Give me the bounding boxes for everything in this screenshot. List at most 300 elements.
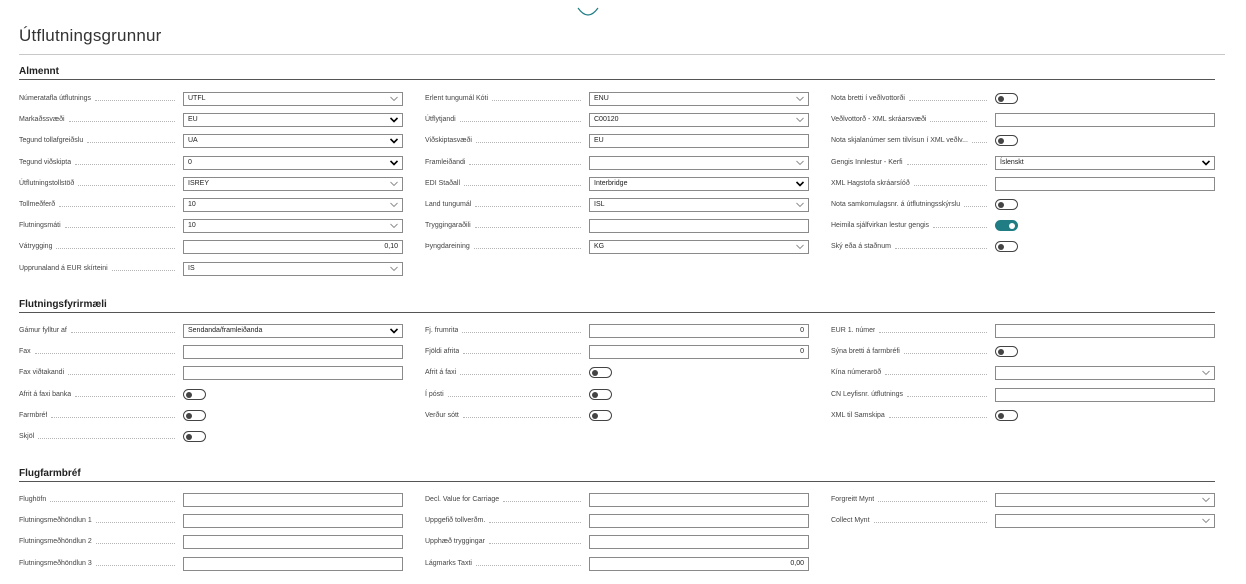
field-row-utflutningstollstod xyxy=(19,177,409,191)
dotted-leader xyxy=(460,121,581,122)
field-label: Fax viðtakandi xyxy=(19,369,65,376)
toggle-switch[interactable] xyxy=(183,431,206,442)
field-control xyxy=(183,388,206,402)
field-control xyxy=(589,134,809,148)
toggle-knob xyxy=(186,392,192,398)
field-row-cn-leyfisnr-utflutnings xyxy=(831,388,1221,402)
chevron-down-icon xyxy=(390,117,398,123)
field-control xyxy=(183,156,403,170)
dotted-leader xyxy=(489,522,581,523)
field-label: Farmbréf xyxy=(19,412,48,419)
field-control xyxy=(183,198,403,212)
dotted-leader xyxy=(462,332,581,333)
field-row-tegund-vidskipta xyxy=(19,156,409,170)
dotted-leader xyxy=(71,332,175,333)
dotted-leader xyxy=(914,185,987,186)
field-label: XML til Samskipa xyxy=(831,412,885,419)
field-row-vedlvottord-xml-skraarsvaedi xyxy=(831,113,1221,127)
field-control xyxy=(183,219,403,233)
dotted-leader xyxy=(475,227,581,228)
toggle-switch[interactable] xyxy=(589,367,612,378)
field-label: Lágmarks Taxti xyxy=(425,560,472,567)
lookup-dropdown[interactable] xyxy=(589,240,809,254)
dotted-leader xyxy=(933,227,987,228)
field-row-fax-vidtakandi xyxy=(19,366,409,380)
field-label: Erlent tungumál Kóti xyxy=(425,95,489,102)
toggle-knob xyxy=(592,413,598,419)
chevron-down-icon xyxy=(796,96,804,102)
field-label: Heimila sjálfvirkan lestur gengis xyxy=(831,222,930,229)
title-divider xyxy=(19,54,1225,55)
field-row-syna-bretti-a-farmbrefi xyxy=(831,345,1221,359)
toggle-knob xyxy=(998,244,1004,250)
field-control xyxy=(183,345,403,359)
field-row-numeratafla-utflutnings xyxy=(19,92,409,106)
toggle-knob xyxy=(998,96,1004,102)
dotted-leader xyxy=(909,100,987,101)
field-label: Collect Mynt xyxy=(831,517,870,524)
field-row-upprunaland-a-eur-skirteini xyxy=(19,262,409,276)
text-input[interactable] xyxy=(589,219,809,233)
select-field[interactable] xyxy=(589,177,809,191)
chevron-down-icon xyxy=(390,223,398,229)
dotted-leader xyxy=(448,396,581,397)
dotted-leader xyxy=(907,164,987,165)
field-label: Land tungumál xyxy=(425,201,472,208)
field-row-vatrygging xyxy=(19,240,409,254)
chevron-down-icon xyxy=(796,244,804,250)
field-control xyxy=(995,177,1215,191)
field-control xyxy=(995,514,1215,528)
text-input[interactable] xyxy=(183,366,403,380)
dotted-leader xyxy=(75,396,175,397)
field-control xyxy=(995,409,1018,423)
dotted-leader xyxy=(464,185,581,186)
lookup-dropdown[interactable] xyxy=(995,493,1215,507)
field-control xyxy=(589,409,612,423)
field-control xyxy=(183,134,403,148)
field-label: Flutningsmáti xyxy=(19,222,61,229)
toggle-switch[interactable] xyxy=(995,410,1018,421)
field-row-flutningsmedhondlun-2 xyxy=(19,535,409,549)
dotted-leader xyxy=(904,353,987,354)
field-row-farmbref xyxy=(19,409,409,423)
field-label: Í pósti xyxy=(425,391,444,398)
field-label: Afrit á faxi banka xyxy=(19,391,72,398)
dotted-leader xyxy=(56,248,175,249)
dotted-leader xyxy=(35,353,175,354)
field-label: Tegund viðskipta xyxy=(19,159,72,166)
field-value: 0 xyxy=(188,159,192,166)
field-row-collect-mynt xyxy=(831,514,1221,528)
field-control xyxy=(995,324,1215,338)
field-control xyxy=(589,514,809,528)
dotted-leader xyxy=(96,543,175,544)
dotted-leader xyxy=(930,121,987,122)
field-row-xml-hagstofa-skraarsiod xyxy=(831,177,1221,191)
field-row-upphaed-tryggingar xyxy=(425,535,815,549)
field-label: Númeratafla útflutnings xyxy=(19,95,91,102)
lookup-dropdown[interactable] xyxy=(183,177,403,191)
field-label: Tryggingaraðili xyxy=(425,222,471,229)
toggle-knob xyxy=(186,434,192,440)
chevron-down-icon xyxy=(1202,518,1210,524)
section-divider xyxy=(19,79,1215,80)
field-row-lagmarks-taxti xyxy=(425,557,815,571)
toggle-knob xyxy=(998,138,1004,144)
field-label: Viðskiptasvæði xyxy=(425,137,472,144)
section-title-flugfarmbref[interactable]: Flugfarmbréf xyxy=(19,468,81,479)
field-row-skjol xyxy=(19,430,409,444)
lookup-dropdown[interactable] xyxy=(183,198,403,212)
loading-spinner-icon xyxy=(577,6,599,24)
toggle-knob xyxy=(1009,223,1015,229)
field-row-fax xyxy=(19,345,409,359)
toggle-switch[interactable] xyxy=(995,346,1018,357)
field-label: CN Leyfisnr. útflutnings xyxy=(831,391,903,398)
field-label: Tollmeðferð xyxy=(19,201,56,208)
field-control xyxy=(589,345,809,359)
field-control xyxy=(995,345,1018,359)
toggle-switch[interactable] xyxy=(995,199,1018,210)
chevron-down-icon xyxy=(390,202,398,208)
field-row-xml-til-samskipa xyxy=(831,409,1221,423)
toggle-switch[interactable] xyxy=(183,389,206,400)
field-control xyxy=(995,156,1215,170)
lookup-dropdown[interactable] xyxy=(995,366,1215,380)
dotted-leader xyxy=(476,565,581,566)
field-row-afrit-a-faxi xyxy=(425,366,815,380)
text-input[interactable] xyxy=(995,177,1215,191)
chevron-down-icon xyxy=(796,181,804,187)
field-control xyxy=(995,198,1018,212)
field-control xyxy=(183,324,403,338)
dotted-leader xyxy=(492,100,581,101)
field-value: Íslenskt xyxy=(1000,159,1024,166)
field-value: IS xyxy=(188,265,195,272)
field-row-flutningsmedhondlun-1 xyxy=(19,514,409,528)
field-control xyxy=(589,388,612,402)
field-row-erlent-tungumal-koti xyxy=(425,92,815,106)
chevron-down-icon xyxy=(1202,497,1210,503)
field-control xyxy=(183,409,206,423)
field-row-vidskiptasvaedi xyxy=(425,134,815,148)
field-label: Framleiðandi xyxy=(425,159,466,166)
text-input[interactable] xyxy=(589,514,809,528)
lookup-dropdown[interactable] xyxy=(183,92,403,106)
field-row-land-tungumal xyxy=(425,198,815,212)
field-row-forgreitt-mynt xyxy=(831,493,1221,507)
dotted-leader xyxy=(879,332,987,333)
field-control xyxy=(589,198,809,212)
field-value: Sendanda/framleiðanda xyxy=(188,327,263,334)
toggle-knob xyxy=(998,413,1004,419)
dotted-leader xyxy=(503,501,581,502)
toggle-switch[interactable] xyxy=(995,241,1018,252)
field-control xyxy=(995,92,1018,106)
field-control xyxy=(995,240,1018,254)
field-row-flughofn xyxy=(19,493,409,507)
dotted-leader xyxy=(878,501,987,502)
field-value: C00120 xyxy=(594,116,619,123)
field-control xyxy=(589,156,809,170)
field-label: Ský eða á staðnum xyxy=(831,243,891,250)
field-label: Upprunaland á EUR skírteini xyxy=(19,265,108,272)
field-row-decl-value-for-carriage xyxy=(425,493,815,507)
field-control xyxy=(183,177,403,191)
dotted-leader xyxy=(895,248,987,249)
field-control xyxy=(183,113,403,127)
dotted-leader xyxy=(65,227,175,228)
dotted-leader xyxy=(59,206,175,207)
text-input[interactable] xyxy=(995,113,1215,127)
field-control xyxy=(183,262,403,276)
text-input[interactable]: EU xyxy=(589,134,809,148)
text-input[interactable] xyxy=(183,535,403,549)
field-label: Gámur fylltur af xyxy=(19,327,67,334)
field-value: ISREY xyxy=(188,180,210,187)
lookup-dropdown[interactable] xyxy=(183,262,403,276)
field-control xyxy=(589,113,809,127)
field-control xyxy=(589,557,809,571)
chevron-down-icon xyxy=(1202,370,1210,376)
lookup-dropdown[interactable] xyxy=(995,514,1215,528)
field-label: Verður sótt xyxy=(425,412,459,419)
toggle-switch[interactable] xyxy=(183,410,206,421)
field-row-gengis-innlestur-kerfi xyxy=(831,156,1221,170)
dotted-leader xyxy=(463,417,581,418)
field-row-utflytjandi xyxy=(425,113,815,127)
field-control xyxy=(183,557,403,571)
text-input[interactable] xyxy=(183,514,403,528)
field-row-framleidandi xyxy=(425,156,815,170)
number-input[interactable]: 0 xyxy=(589,345,809,359)
dotted-leader xyxy=(69,121,175,122)
field-control xyxy=(995,493,1215,507)
field-control xyxy=(183,366,403,380)
toggle-switch[interactable] xyxy=(995,135,1018,146)
field-label: Flughöfn xyxy=(19,496,47,503)
chevron-down-icon xyxy=(390,96,398,102)
text-input[interactable] xyxy=(995,324,1215,338)
lookup-dropdown[interactable] xyxy=(183,219,403,233)
lookup-dropdown[interactable] xyxy=(589,156,809,170)
page-title: Útflutningsgrunnur xyxy=(19,26,162,45)
field-label: Decl. Value for Carriage xyxy=(425,496,500,503)
dotted-leader xyxy=(96,565,175,566)
field-label: Upphæð tryggingar xyxy=(425,538,485,545)
text-input[interactable] xyxy=(589,535,809,549)
field-row-flutningsmedhondlun-3 xyxy=(19,557,409,571)
field-label: Nota bretti í veðlvottorði xyxy=(831,95,905,102)
field-value: UA xyxy=(188,137,198,144)
text-input[interactable] xyxy=(589,493,809,507)
field-row-fjoldi-afrita xyxy=(425,345,815,359)
dotted-leader xyxy=(885,374,987,375)
select-field[interactable] xyxy=(995,156,1215,170)
field-row-verdur-sott xyxy=(425,409,815,423)
field-row-flutningsmati xyxy=(19,219,409,233)
field-control xyxy=(995,219,1018,233)
chevron-down-icon xyxy=(796,202,804,208)
field-row-nota-samkomulagsnr-a-utflutningsskyrslu xyxy=(831,198,1221,212)
lookup-dropdown[interactable] xyxy=(589,92,809,106)
field-control xyxy=(183,92,403,106)
number-input[interactable]: 0,00 xyxy=(589,557,809,571)
dotted-leader xyxy=(489,543,581,544)
toggle-switch[interactable] xyxy=(995,93,1018,104)
field-row-markadssvaedi xyxy=(19,113,409,127)
dotted-leader xyxy=(964,206,987,207)
field-control xyxy=(183,240,403,254)
number-input[interactable]: 0 xyxy=(589,324,809,338)
field-row-afrit-a-faxi-banka xyxy=(19,388,409,402)
field-row-tollmedferd xyxy=(19,198,409,212)
toggle-switch[interactable] xyxy=(995,220,1018,231)
field-label: Sýna bretti á farmbréfi xyxy=(831,348,900,355)
field-label: Gengis Innlestur - Kerfi xyxy=(831,159,903,166)
lookup-dropdown[interactable] xyxy=(589,113,809,127)
text-input[interactable] xyxy=(183,493,403,507)
field-control xyxy=(183,535,403,549)
field-label: Vátrygging xyxy=(19,243,53,250)
field-row-nota-bretti-i-vedlvottordi xyxy=(831,92,1221,106)
toggle-knob xyxy=(592,370,598,376)
text-input[interactable] xyxy=(183,557,403,571)
field-control xyxy=(589,493,809,507)
field-label: Fj. frumrita xyxy=(425,327,459,334)
chevron-down-icon xyxy=(390,328,398,334)
chevron-down-icon xyxy=(390,138,398,144)
dotted-leader xyxy=(460,374,581,375)
field-value: ENU xyxy=(594,95,609,102)
lookup-dropdown[interactable] xyxy=(589,198,809,212)
field-label: Flutningsmeðhöndlun 1 xyxy=(19,517,92,524)
field-label: Uppgefið tollverðm. xyxy=(425,517,486,524)
field-label: Fjöldi afrita xyxy=(425,348,460,355)
dotted-leader xyxy=(476,142,581,143)
field-control xyxy=(589,366,612,380)
field-label: Flutningsmeðhöndlun 3 xyxy=(19,560,92,567)
chevron-down-icon xyxy=(796,117,804,123)
field-row-thyngdareining xyxy=(425,240,815,254)
toggle-knob xyxy=(998,202,1004,208)
chevron-down-icon xyxy=(390,266,398,272)
field-value: ISL xyxy=(594,201,605,208)
field-row-heimila-sjalfvirkan-lestur-gengis xyxy=(831,219,1221,233)
field-label: Flutningsmeðhöndlun 2 xyxy=(19,538,92,545)
section-title-flutningsfyrirmaeli[interactable]: Flutningsfyrirmæli xyxy=(19,299,107,310)
field-row-gamur-fylltur-af xyxy=(19,324,409,338)
field-control xyxy=(183,514,403,528)
select-field[interactable] xyxy=(183,324,403,338)
section-divider xyxy=(19,312,1215,313)
field-row-tegund-tollafgreidslu xyxy=(19,134,409,148)
field-control xyxy=(589,535,809,549)
field-label: Fax xyxy=(19,348,31,355)
select-field[interactable] xyxy=(183,156,403,170)
field-control xyxy=(995,134,1018,148)
text-input[interactable] xyxy=(183,345,403,359)
dotted-leader xyxy=(78,185,175,186)
dotted-leader xyxy=(972,142,987,143)
dotted-leader xyxy=(68,374,175,375)
dotted-leader xyxy=(51,417,175,418)
field-label: Afrit á faxi xyxy=(425,369,457,376)
field-label: EUR 1. númer xyxy=(831,327,876,334)
dotted-leader xyxy=(889,417,987,418)
field-row-i-posti xyxy=(425,388,815,402)
dotted-leader xyxy=(38,438,175,439)
field-value: UTFL xyxy=(188,95,206,102)
number-input[interactable]: 0,10 xyxy=(183,240,403,254)
field-control xyxy=(589,240,809,254)
field-control xyxy=(183,493,403,507)
dotted-leader xyxy=(474,248,581,249)
dotted-leader xyxy=(75,164,175,165)
dotted-leader xyxy=(907,396,987,397)
toggle-knob xyxy=(592,392,598,398)
dotted-leader xyxy=(96,522,175,523)
dotted-leader xyxy=(50,501,175,502)
chevron-down-icon xyxy=(390,181,398,187)
dotted-leader xyxy=(874,522,987,523)
field-row-nota-skjalanumer-sem-tilvisun-i-xml-vedlv xyxy=(831,134,1221,148)
dotted-leader xyxy=(112,270,175,271)
field-row-uppgefid-tollverdm xyxy=(425,514,815,528)
toggle-knob xyxy=(998,349,1004,355)
field-row-kina-numerarod xyxy=(831,366,1221,380)
field-control xyxy=(995,388,1215,402)
field-label: EDI Staðall xyxy=(425,180,461,187)
field-label: Skjöl xyxy=(19,433,35,440)
dotted-leader xyxy=(475,206,581,207)
chevron-down-icon xyxy=(1202,160,1210,166)
field-control xyxy=(995,366,1215,380)
dotted-leader xyxy=(463,353,581,354)
select-field[interactable] xyxy=(183,134,403,148)
field-control xyxy=(589,92,809,106)
field-value: 10 xyxy=(188,201,196,208)
field-label: Útflytjandi xyxy=(425,116,456,123)
field-label: Forgreitt Mynt xyxy=(831,496,875,503)
field-label: Veðlvottorð - XML skráarsvæði xyxy=(831,116,927,123)
field-control xyxy=(589,324,809,338)
dotted-leader xyxy=(469,164,581,165)
field-row-fj-frumrita xyxy=(425,324,815,338)
field-label: Nota samkomulagsnr. á útflutningsskýrslu xyxy=(831,201,961,208)
field-control xyxy=(183,430,206,444)
field-label: Markaðssvæði xyxy=(19,116,65,123)
select-field[interactable] xyxy=(183,113,403,127)
toggle-knob xyxy=(186,413,192,419)
field-label: Útflutningstollstöð xyxy=(19,180,75,187)
field-row-sky-eda-a-stadnum xyxy=(831,240,1221,254)
section-title-almennt[interactable]: Almennt xyxy=(19,66,59,77)
field-label: Þyngdareining xyxy=(425,243,470,250)
text-input[interactable] xyxy=(995,388,1215,402)
field-value: EU xyxy=(188,116,198,123)
field-control xyxy=(589,177,809,191)
chevron-down-icon xyxy=(796,160,804,166)
field-label: Tegund tollafgreiðslu xyxy=(19,137,84,144)
field-control xyxy=(589,219,809,233)
field-row-eur-1-numer xyxy=(831,324,1221,338)
dotted-leader xyxy=(87,142,175,143)
field-label: Nota skjalanúmer sem tilvísun í XML veðlv... xyxy=(831,137,968,144)
toggle-switch[interactable] xyxy=(589,410,612,421)
toggle-switch[interactable] xyxy=(589,389,612,400)
